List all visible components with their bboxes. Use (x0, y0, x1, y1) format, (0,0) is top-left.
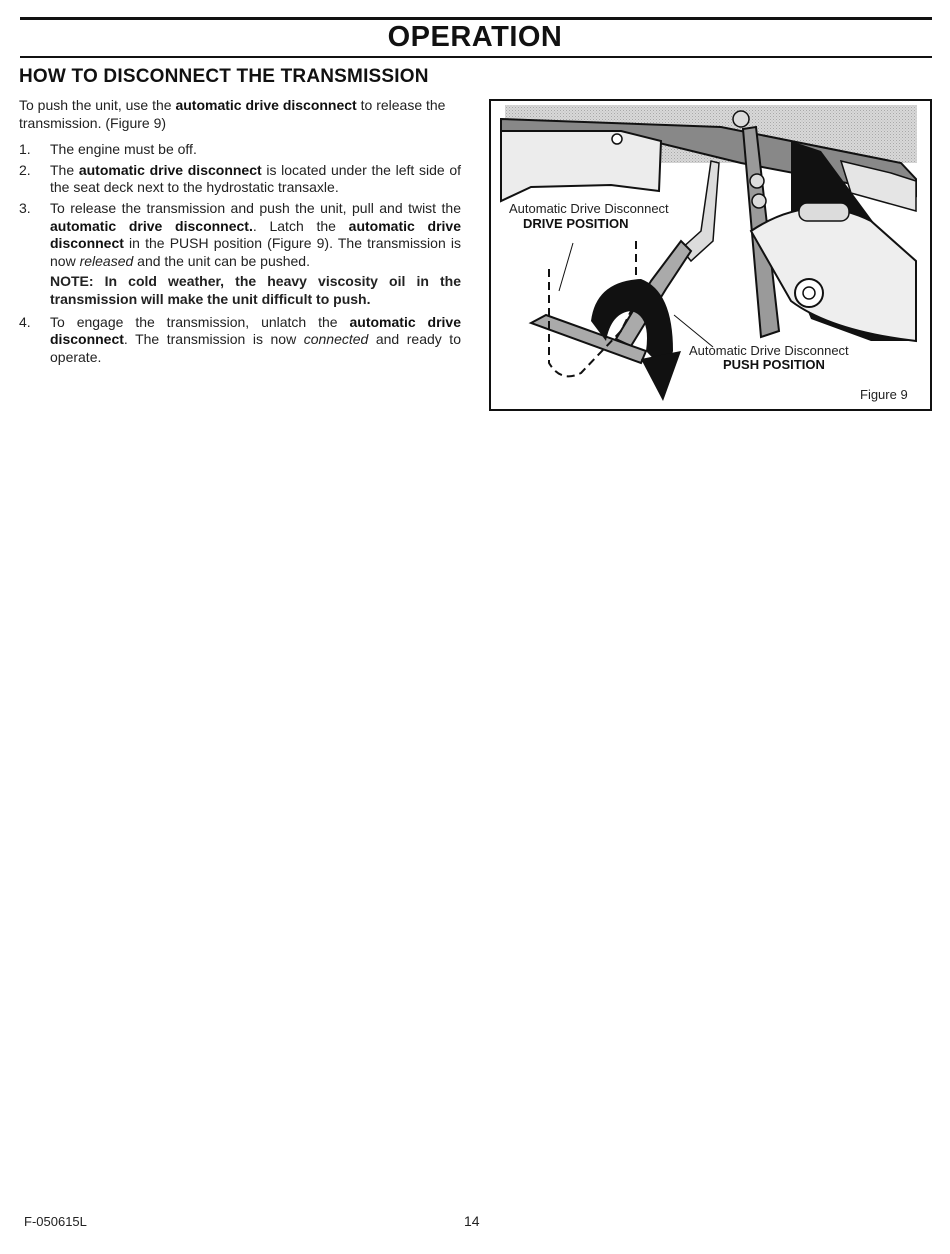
step-1-text: The engine must be off. (50, 141, 197, 158)
step-4-text-1: To engage the transmission, unlatch the (50, 313, 350, 330)
intro-text-1: To push the unit, use the (19, 97, 176, 113)
transaxle-illustration (491, 101, 930, 409)
rivet-hole-shape (612, 134, 622, 144)
figure-caption: Figure 9 (860, 387, 908, 402)
drive-label-line-1: Automatic Drive Disconnect (509, 201, 669, 216)
arrow-head-shape (641, 351, 681, 401)
step-3-emphasis: released (79, 252, 134, 269)
step-4-text-2: . The transmission is now (123, 331, 304, 348)
drive-leader-line (559, 243, 573, 291)
step-3-text-2: . Latch the (252, 217, 349, 234)
step-number: 3. (19, 199, 31, 216)
instructions-column (19, 97, 461, 369)
step-number: 1. (19, 141, 31, 158)
step-4 (19, 314, 461, 367)
bolt-shape (750, 174, 764, 188)
step-3-text-4: and the unit can be pushed. (133, 252, 310, 269)
step-number: 2. (19, 161, 31, 178)
step-3-text-1: To release the transmission and push the unit, pull and twist the (50, 199, 461, 216)
page-title: OPERATION (387, 21, 563, 53)
step-3-text-3: in the PUSH position (Figure 9). The transmission is now (50, 235, 461, 269)
step-3-term-2: automatic drive disconnect (50, 217, 461, 252)
header-rule-bottom (20, 56, 932, 58)
step-1 (19, 141, 461, 159)
step-2-text-1: The (50, 161, 79, 178)
bolt-shape (752, 194, 766, 208)
figure-9 (489, 99, 932, 411)
step-number: 4. (19, 313, 31, 330)
step-3-term-1: automatic drive disconnect. (50, 217, 253, 234)
step-text (50, 162, 461, 197)
step-text (50, 314, 461, 367)
step-4-text-3: and ready to operate. (50, 331, 461, 365)
intro-paragraph (19, 97, 461, 132)
step-text (50, 200, 461, 311)
note-text: NOTE: In cold weather, the heavy viscosity oil in the transmission will make the unit difficult to push. (50, 273, 461, 307)
drive-label-line-2: DRIVE POSITION (523, 216, 629, 231)
push-label-line-1: Automatic Drive Disconnect (689, 343, 849, 358)
bolt-shape (733, 111, 749, 127)
section-heading: HOW TO DISCONNECT THE TRANSMISSION (19, 66, 429, 87)
step-3 (19, 200, 461, 311)
intro-term: automatic drive disconnect (175, 97, 357, 113)
axle-center-shape (803, 287, 815, 299)
steps-list (19, 141, 461, 366)
step-2-term: automatic drive disconnect (78, 161, 262, 178)
document-code: F-050615L (24, 1214, 87, 1229)
intro-text-2: to release the transmission. (Figure 9) (19, 97, 446, 131)
push-label-line-2: PUSH POSITION (723, 357, 825, 372)
step-4-emphasis: connected (303, 331, 369, 348)
step-4-term: automatic drive disconnect (50, 313, 461, 348)
spring-shape (799, 203, 849, 221)
step-2 (19, 162, 461, 197)
step-2-text-2: is located under the left side of the seat deck next to the hydrostatic transaxle. (50, 161, 461, 196)
page-number: 14 (464, 1213, 480, 1229)
bracket-shape (501, 131, 661, 201)
step-text (50, 141, 461, 159)
